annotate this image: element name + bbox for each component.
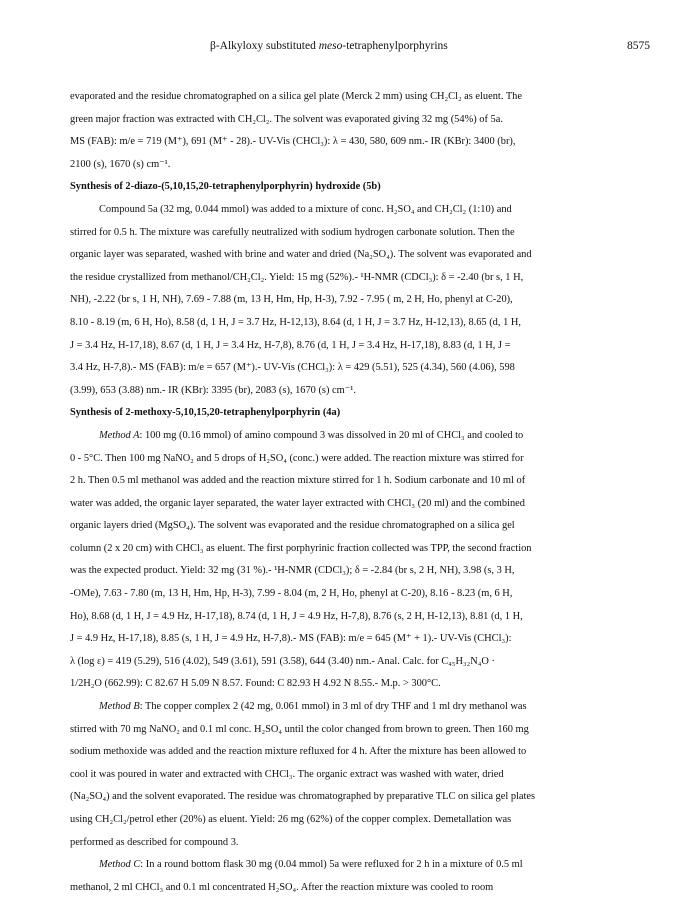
running-title-italic: meso [318,40,343,52]
line-text: MS (FAB): m/e = 719 (M⁺), 691 (M⁺ - 28).- UV-Vis (CHCl₃): λ = 430, 580, 609 nm.- IR (KBr): 3400 (br), [70,136,516,148]
running-title [210,40,448,52]
text-line [70,335,656,358]
text-line [70,425,656,448]
line-text: Ho), 8.68 (d, 1 H, J = 4.9 Hz, H-17,18), 8.74 (d, 1 H, J = 4.9 Hz, H-7,8), 8.76 (s, 2 H, H-12,13), 8.81 (d, 1 H, [70,610,523,622]
line-text: : The copper complex 2 (42 mg, 0.061 mmol) in 3 ml of dry THF and 1 ml dry methanol was [139,701,527,713]
line-text: J = 4.9 Hz, H-17,18), 8.85 (s, 1 H, J = 4.9 Hz, H-7,8).- MS (FAB): m/e = 645 (M⁺ + 1).- UV-Vis (CHCl₃): [70,633,512,645]
line-text: green major fraction was extracted with CH₂Cl₂. The solvent was evaporated giving 32 mg (54%) of 5a. [70,113,503,125]
text-line [70,289,656,312]
line-text: Synthesis of 2-methoxy-5,10,15,20-tetraphenylporphyrin (4a) [70,407,341,419]
text-line [70,470,656,493]
text-line [70,696,656,719]
text-line [70,832,656,855]
line-text: (Na₂SO₄) and the solvent evaporated. The residue was chromatographed by preparative TLC on silica gel plates [70,791,536,803]
line-text: 3.4 Hz, H-7,8).- MS (FAB): m/e = 657 (M⁺).- UV-Vis (CHCl₃): λ = 429 (5.51), 525 (4.34), 560 (4.06), 598 [70,362,515,374]
text-line [70,877,656,900]
line-text: was the expected product. Yield: 32 mg (31 %).- ¹H-NMR (CDCl₃); δ = -2.84 (br s, 2 H, NH), 3.98 (s, 3 H, [70,565,515,577]
text-line [70,131,656,154]
line-text: column (2 x 20 cm) with CHCl₃ as eluent. The first porphyrinic fraction collected was TPP, the second fraction [70,542,532,554]
line-text: Synthesis of 2-diazo-(5,10,15,20-tetraphenylporphyrin) hydroxide (5b) [70,181,381,193]
line-text: 0 - 5°C. Then 100 mg NaNO₂ and 5 drops of H₂SO₄ (conc.) were added. The reaction mixture was stirred for [70,452,524,464]
text-line [70,854,656,877]
text-line [70,515,656,538]
text-line [70,222,656,245]
article-body [70,86,656,899]
line-text: J = 3.4 Hz, H-17,18), 8.67 (d, 1 H, J = 3.4 Hz, H-7,8), 8.76 (d, 1 H, J = 3.4 Hz, H-17,18), 8.83 (d, 1 H, J = [70,339,511,351]
method-label: Method A [99,429,140,441]
text-line [70,606,656,629]
line-text: Compound 5a (32 mg, 0.044 mmol) was added to a mixture of conc. H₂SO₄ and CH₂Cl₂ (1:10) and [99,203,512,215]
line-text: λ (log ε) = 419 (5.29), 516 (4.02), 549 (3.61), 591 (3.58), 644 (3.40) nm.- Anal. Calc. for C₄₅H₃₂N₄O · [70,655,495,667]
text-line [70,719,656,742]
running-header [70,40,650,58]
running-title-suffix: -tetraphenylporphyrins [342,40,448,52]
line-text: 2 h. Then 0.5 ml methanol was added and the reaction mixture stirred for 1 h. Sodium carbonate and 10 ml of [70,475,526,487]
method-label: Method C [99,859,141,871]
text-line [70,538,656,561]
line-text: sodium methoxide was added and the reaction mixture refluxed for 4 h. After the mixture has been allowed to [70,746,527,758]
line-text: cool it was poured in water and extracted with CHCl₃. The organic extract was washed with water, dried [70,768,504,780]
text-line [70,109,656,132]
text-line [70,809,656,832]
text-line [70,244,656,267]
line-text: evaporated and the residue chromatographed on a silica gel plate (Merck 2 mm) using CH₂Cl₂ as eluent. The [70,91,522,102]
line-text: : 100 mg (0.16 mmol) of amino compound 3 was dissolved in 20 ml of CHCl₃ and cooled to [139,429,524,441]
line-text: 8.10 - 8.19 (m, 6 H, Ho), 8.58 (d, 1 H, J = 3.7 Hz, H-12,13), 8.64 (d, 1 H, J = 3.7 Hz, H-12,13), 8.65 (d, 1 H, [70,316,521,328]
line-text: methanol, 2 ml CHCl₃ and 0.1 ml concentrated H₂SO₄. After the reaction mixture was cooled to room [70,881,494,893]
line-text: stirred for 0.5 h. The mixture was carefully neutralized with sodium hydrogen carbonate solution. Then the [70,226,515,238]
line-text: water was added, the organic layer separated, the water layer extracted with CHCl₃ (20 ml) and the combined [70,497,525,509]
line-text: the residue crystallized from methanol/CH₂Cl₂. Yield: 15 mg (52%).- ¹H-NMR (CDCl₃): δ = -2.40 (br s, 1 H, [70,271,524,283]
method-label: Method B [99,701,140,713]
line-text: performed as described for compound 3. [70,836,239,848]
text-line [70,651,656,674]
line-text: 1/2H₂O (662.99): C 82.67 H 5.09 N 8.57. Found: C 82.93 H 4.92 N 8.55.- M.p. > 300°C. [70,678,441,690]
line-text: 2100 (s), 1670 (s) cm⁻¹. [70,158,171,170]
page-number: 8575 [627,40,650,52]
text-line [70,673,656,696]
text-line [70,560,656,583]
text-line [70,199,656,222]
line-text: (3.99), 653 (3.88) nm.- IR (KBr): 3395 (br), 2083 (s), 1670 (s) cm⁻¹. [70,384,356,396]
text-line [70,267,656,290]
line-text: -OMe), 7.63 - 7.80 (m, 13 H, Hm, Hp, H-3), 7.99 - 8.04 (m, 2 H, Ho, phenyl at C-20), 8.16 - 8.23 (m, 6 H, [70,588,513,600]
line-text: organic layer was separated, washed with brine and water and dried (Na₂SO₄). The solvent was evaporated and [70,249,532,261]
text-line [70,628,656,651]
text-line [70,380,656,403]
text-line [70,741,656,764]
text-line [70,493,656,516]
text-line [70,357,656,380]
section-heading [70,402,656,425]
text-line [70,583,656,606]
running-title-prefix: β-Alkyloxy substituted [210,40,319,52]
text-line [70,786,656,809]
text-line [70,448,656,471]
line-text: stirred with 70 mg NaNO₂ and 0.1 ml conc. H₂SO₄ until the color changed from brown to green. Then 160 mg [70,723,529,735]
line-text: organic layers dried (MgSO₄). The solvent was evaporated and the residue chromatographed on a silica gel [70,520,515,532]
text-line [70,312,656,335]
line-text: using CH₂Cl₂/petrol ether (20%) as eluent. Yield: 26 mg (62%) of the copper complex. Demetallation was [70,814,512,825]
section-heading [70,176,656,199]
text-line [70,86,656,109]
text-line [70,764,656,787]
line-text: : In a round bottom flask 30 mg (0.04 mmol) 5a were refluxed for 2 h in a mixture of 0.5 ml [140,859,523,871]
line-text: NH), -2.22 (br s, 1 H, NH), 7.69 - 7.88 (m, 13 H, Hm, Hp, H-3), 7.92 - 7.95 ( m, 2 H, Ho, phenyl at C-20), [70,294,513,306]
text-line [70,154,656,177]
